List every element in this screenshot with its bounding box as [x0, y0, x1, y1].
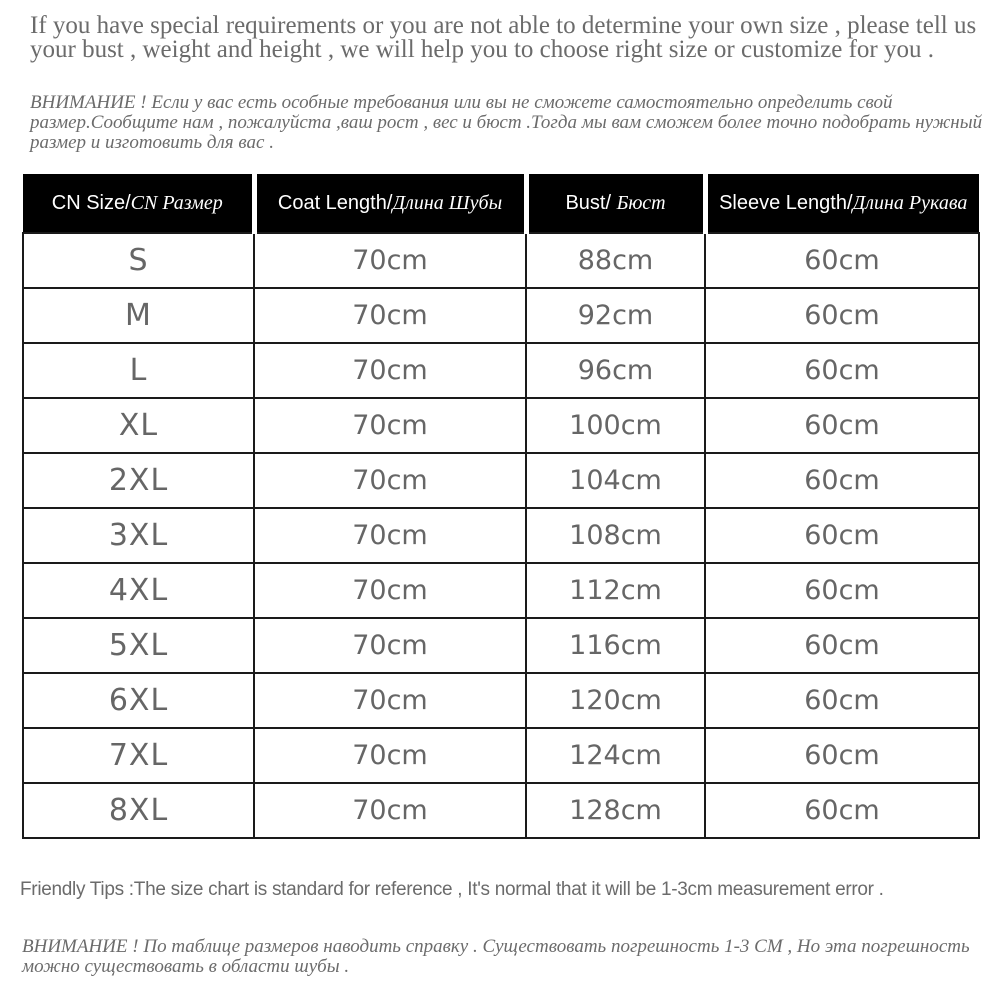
- bust-cell: 116cm: [526, 618, 705, 673]
- header-coat-length-en: Coat Length/: [277, 191, 393, 214]
- bust-cell: 128cm: [526, 783, 705, 838]
- size-cell: 7XL: [23, 728, 254, 783]
- bust-cell: 124cm: [526, 728, 705, 783]
- header-bust-ru: Бюст: [616, 191, 666, 214]
- sleeve-length-cell: 60cm: [705, 618, 979, 673]
- coat-length-cell: 70cm: [254, 563, 526, 618]
- bust-cell: 108cm: [526, 508, 705, 563]
- header-cn-size: [23, 174, 254, 233]
- size-cell: 6XL: [23, 673, 254, 728]
- sleeve-length-cell: 60cm: [705, 288, 979, 343]
- table-row: [23, 453, 979, 508]
- coat-length-cell: 70cm: [254, 783, 526, 838]
- table-row: [23, 563, 979, 618]
- size-cell: 3XL: [23, 508, 254, 563]
- coat-length-cell: 70cm: [254, 233, 526, 288]
- friendly-tips-english: Friendly Tips :The size chart is standard for reference , It's normal that it will be 1-3cm measurement error .: [20, 879, 884, 900]
- sleeve-length-cell: 60cm: [705, 453, 979, 508]
- size-chart-table: [22, 174, 980, 839]
- size-chart-header-row: [23, 174, 979, 233]
- friendly-tips-russian: ВНИМАНИЕ ! По таблице размеров наводить справку . Существовать погрешность 1-3 CM , Но эта погрешность можно существовать в области шубы .: [22, 936, 970, 977]
- header-coat-length-ru: Длина Шубы: [392, 191, 503, 214]
- coat-length-cell: 70cm: [254, 673, 526, 728]
- header-cn-size-ru: CN Размер: [130, 191, 223, 214]
- table-row: [23, 728, 979, 783]
- table-row: [23, 508, 979, 563]
- coat-length-cell: 70cm: [254, 288, 526, 343]
- size-cell: XL: [23, 398, 254, 453]
- coat-length-cell: 70cm: [254, 618, 526, 673]
- table-row: [23, 233, 979, 288]
- size-cell: 5XL: [23, 618, 254, 673]
- coat-length-cell: 70cm: [254, 508, 526, 563]
- size-cell: 2XL: [23, 453, 254, 508]
- coat-length-cell: 70cm: [254, 398, 526, 453]
- bust-cell: 100cm: [526, 398, 705, 453]
- header-sleeve-length-ru: Длина Рукава: [852, 191, 968, 214]
- intro-russian-text: ВНИМАНИЕ ! Если у вас есть особные требования или вы не сможете самостоятельно определить свой размер.Сообщите нам , пожалуйста ,ваш рост , вес и бюст .Тогда мы вам сможем более точно подобрать нужный размер и изготовить для вас .: [30, 92, 983, 153]
- sleeve-length-cell: 60cm: [705, 563, 979, 618]
- bust-cell: 120cm: [526, 673, 705, 728]
- size-cell: 8XL: [23, 783, 254, 838]
- header-sleeve-length-en: Sleeve Length/: [719, 191, 853, 214]
- bust-cell: 112cm: [526, 563, 705, 618]
- header-bust: [526, 174, 705, 233]
- sleeve-length-cell: 60cm: [705, 233, 979, 288]
- table-row: [23, 288, 979, 343]
- sleeve-length-cell: 60cm: [705, 673, 979, 728]
- sleeve-length-cell: 60cm: [705, 343, 979, 398]
- coat-length-cell: 70cm: [254, 453, 526, 508]
- size-cell: L: [23, 343, 254, 398]
- coat-length-cell: 70cm: [254, 728, 526, 783]
- table-row: [23, 783, 979, 838]
- header-coat-length: [254, 174, 526, 233]
- table-row: [23, 343, 979, 398]
- coat-length-cell: 70cm: [254, 343, 526, 398]
- header-bust-en: Bust/: [565, 191, 617, 214]
- sleeve-length-cell: 60cm: [705, 783, 979, 838]
- sleeve-length-cell: 60cm: [705, 728, 979, 783]
- table-row: [23, 398, 979, 453]
- intro-english-text: If you have special requirements or you are not able to determine your own size , please tell us your bust , weight and height , we will help you to choose right size or customize for you .: [30, 12, 977, 63]
- table-row: [23, 673, 979, 728]
- header-sleeve-length: [705, 174, 979, 233]
- sleeve-length-cell: 60cm: [705, 508, 979, 563]
- header-cn-size-en: CN Size/: [51, 191, 131, 214]
- bust-cell: 104cm: [526, 453, 705, 508]
- size-cell: M: [23, 288, 254, 343]
- sleeve-length-cell: 60cm: [705, 398, 979, 453]
- bust-cell: 88cm: [526, 233, 705, 288]
- size-cell: 4XL: [23, 563, 254, 618]
- bust-cell: 96cm: [526, 343, 705, 398]
- size-cell: S: [23, 233, 254, 288]
- bust-cell: 92cm: [526, 288, 705, 343]
- table-row: [23, 618, 979, 673]
